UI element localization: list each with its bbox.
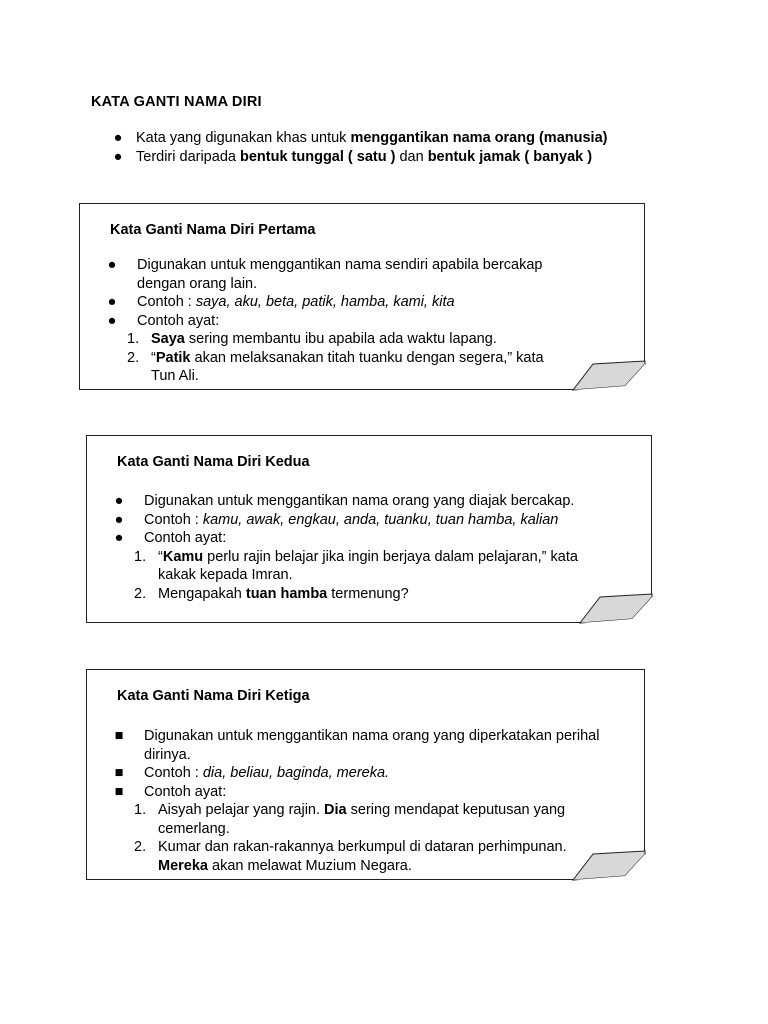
list-item: ● Contoh ayat: 1. Saya sering membantu ibu apabila ada waktu lapang. 2. “Patik akan melaksanakan titah tuanku dengan segera,” kata Tun Ali. [106,312,586,386]
list-item: ■ Contoh ayat: 1. Aisyah pelajar yang rajin. Dia sering mendapat keputusan yang cemerlang. 2. Kumar dan rakan-rakannya berkumpul di dataran perhimpunan. Mereka akan melawat Muzium Negara. [113,783,603,876]
bullet-icon: ● [107,294,117,310]
page-curl-icon [573,852,645,880]
box-list [113,492,603,603]
box-title: Kata Ganti Nama Diri Pertama [110,222,316,238]
square-bullet-icon: ■ [114,728,124,744]
sentence-item: 1. “Kamu perlu rajin belajar jika ingin berjaya dalam pelajaran,” kata kakak kepada Imran. [134,548,578,583]
example-sentences [113,548,603,604]
note-box-kedua [86,435,652,623]
example-sentences [113,801,603,875]
page-curl-icon [573,362,645,390]
box-title: Kata Ganti Nama Diri Kedua [117,454,310,470]
box-list [106,256,586,386]
box-title: Kata Ganti Nama Diri Ketiga [117,688,310,704]
list-item: ● Contoh : saya, aku, beta, patik, hamba, kami, kita [107,294,455,310]
intro-item: ● Kata yang digunakan khas untuk menggantikan nama orang (manusia) [113,130,608,146]
page-curl-icon [580,595,652,623]
list-item: ● Contoh : kamu, awak, engkau, anda, tuanku, tuan hamba, kalian [114,511,559,528]
note-box-ketiga [86,669,645,880]
note-box-pertama [79,203,645,390]
bullet-icon: ● [114,530,124,546]
sentence-item: 2. Mengapakah tuan hamba termenung? [134,585,409,602]
square-bullet-icon: ■ [114,783,124,800]
square-bullet-icon: ■ [114,765,124,781]
example-sentences [106,330,586,386]
intro-list [112,129,607,167]
list-item: ● Digunakan untuk menggantikan nama orang yang diajak bercakap. [114,493,575,509]
sentence-item: 1. Aisyah pelajar yang rajin. Dia sering mendapat keputusan yang cemerlang. [134,802,566,837]
bullet-icon: ● [113,149,123,165]
bullet-icon: ● [107,257,117,273]
sentence-item: 2. Kumar dan rakan-rakannya berkumpul di dataran perhimpunan. Mereka akan melawat Muzium Negara. [134,839,567,874]
bullet-icon: ● [114,493,124,509]
list-item: ■ Contoh : dia, beliau, baginda, mereka. [114,765,390,781]
list-item: ■ Digunakan untuk menggantikan nama orang yang diperkatakan perihal dirinya. [114,728,600,763]
box-list [113,727,603,875]
intro-item: ● Terdiri daripada bentuk tunggal ( satu ) dan bentuk jamak ( banyak ) [113,149,593,165]
sentence-item: 1. Saya sering membantu ibu apabila ada waktu lapang. [127,331,497,347]
list-item: ● Digunakan untuk menggantikan nama sendiri apabila bercakap dengan orang lain. [107,257,543,292]
list-item: ● Contoh ayat: 1. “Kamu perlu rajin belajar jika ingin berjaya dalam pelajaran,” kata kakak kepada Imran. 2. Mengapakah tuan hamba termenung? [113,529,603,603]
bullet-icon: ● [113,130,123,146]
sentence-item: 2. “Patik akan melaksanakan titah tuanku dengan segera,” kata Tun Ali. [127,349,544,384]
bullet-icon: ● [114,511,124,528]
bullet-icon: ● [107,312,117,329]
page-title: KATA GANTI NAMA DIRI [91,94,262,110]
